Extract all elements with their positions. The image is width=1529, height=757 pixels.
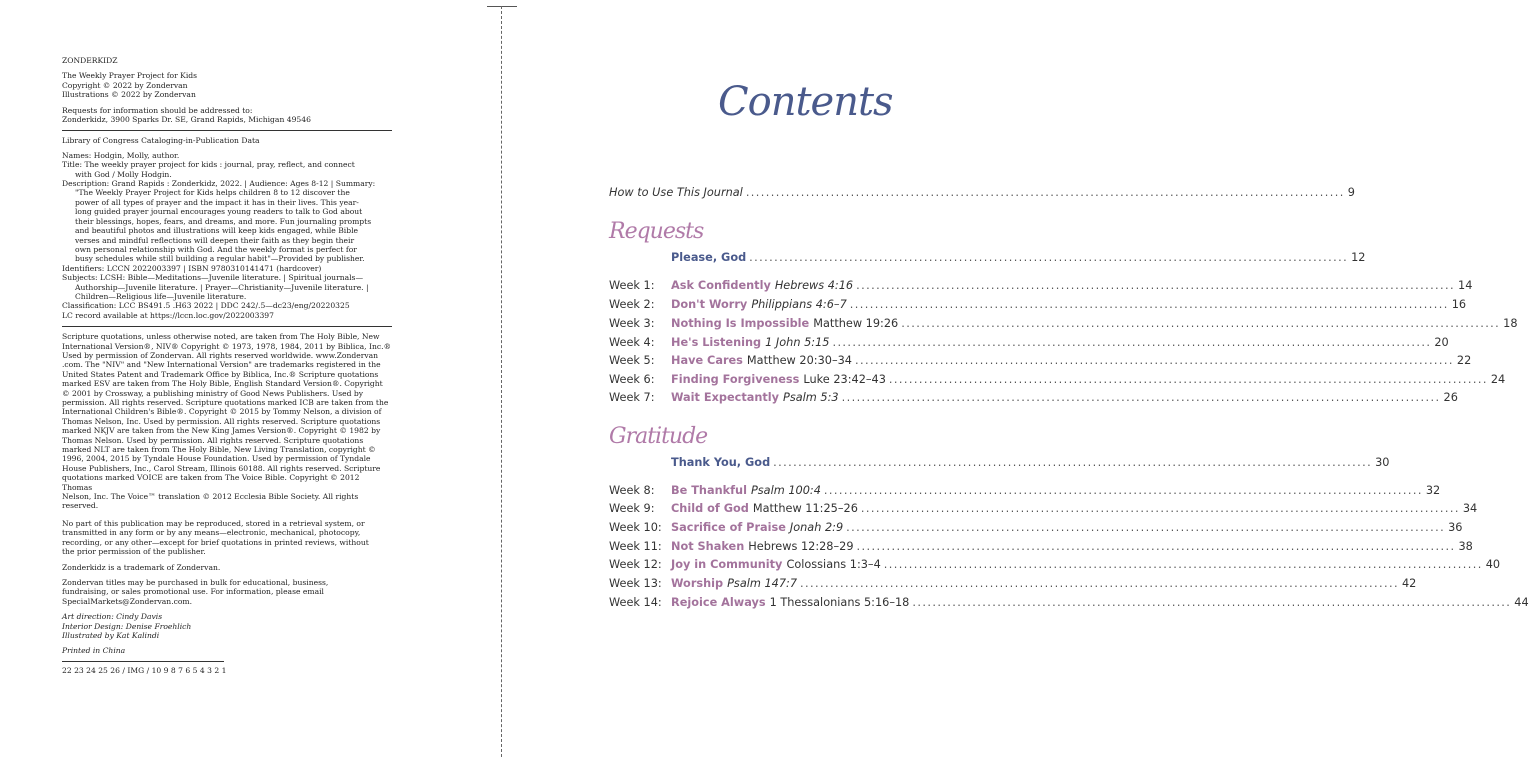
toc-prayer-title: Don't Worry (671, 298, 748, 311)
toc-page-number: 32 (1425, 484, 1441, 497)
dot-leader: ........................................................................................................................ (888, 373, 1488, 386)
cip-heading: Library of Congress Cataloging-in-Publication Data (62, 136, 260, 146)
toc-page-number: 20 (1434, 336, 1449, 349)
toc-page-number: 14 (1458, 279, 1473, 292)
scripture-line: 1996, 2004, 2015 by Tyndale House Foundation. Used by permission of Tyndale (62, 454, 371, 464)
scripture-line: Thomas Nelson, Inc. Used by permission. All rights reserved. Scripture quotations (62, 416, 381, 426)
requests-line: Requests for information should be addressed to: (62, 105, 253, 115)
publisher-name: ZONDERKIDZ (62, 56, 118, 65)
scripture-line: quotations marked VOICE are taken from The Voice Bible. Copyright © 2012 Thomas (62, 473, 360, 492)
toc-prayer-title: Worship (671, 577, 724, 590)
cip-description: Description: Grand Rapids : Zonderkidz, 2022. | Audience: Ages 8-12 | Summary: (62, 179, 376, 189)
printing-line: 22 23 24 25 26 / IMG / 10 9 8 7 6 5 4 3 2 1 (62, 665, 227, 675)
toc-scripture-ref: 1 John 5:15 (765, 336, 830, 349)
toc-scripture-ref: Luke 23:42–43 (803, 373, 886, 386)
scripture-line: marked NLT are taken from The Holy Bible, New Living Translation, copyright © (62, 445, 376, 455)
scripture-line: marked NKJV are taken from the New King James Version®. Copyright © 1982 by (62, 426, 381, 436)
scripture-line: Thomas Nelson. Used by permission. All rights reserved. Scripture quotations (62, 435, 364, 445)
cip-description: own personal relationship with God. And the weekly format is perfect for (75, 244, 357, 254)
toc-page-number: 9 (1347, 186, 1355, 199)
scripture-line: Scripture quotations, unless otherwise noted, are taken from The Holy Bible, New (62, 332, 380, 342)
bulk-sales-line: SpecialMarkets@Zondervan.com. (62, 596, 193, 606)
spine-tick (487, 6, 517, 7)
dot-leader: ........................................................................................................................ (800, 577, 1399, 590)
toc-scripture-ref: Matthew 19:26 (813, 317, 899, 330)
cip-description: verses and mindful reflections will deepen their faith as they begin their (75, 235, 355, 245)
toc-page-number: 30 (1375, 456, 1390, 469)
dot-leader: ........................................................................................................................ (912, 596, 1512, 609)
no-reproduction-line: the prior permission of the publisher. (62, 547, 206, 557)
copyright-block (62, 71, 392, 99)
toc-page-number: 22 (1456, 354, 1472, 367)
cip-block (62, 136, 392, 320)
dot-leader: ........................................................................................................................ (856, 540, 1456, 553)
toc-page-number: 34 (1462, 502, 1478, 515)
dot-leader: ........................................................................................................................ (823, 484, 1423, 497)
credit-line: Interior Design: Denise Froehlich (62, 621, 192, 631)
toc-week-label: Week 7: (609, 391, 655, 404)
toc-prayer-title: Wait Expectantly (671, 391, 780, 404)
copyright-page (62, 56, 392, 681)
dot-leader: ........................................................................................................................ (773, 456, 1373, 469)
cip-classification: Classification: LCC BS491.5 .H63 2022 | DDC 242/.5—dc23/eng/20220325 (62, 301, 350, 311)
toc-week-label: Week 14: (609, 596, 662, 609)
toc-scripture-ref: Psalm 5:3 (783, 391, 839, 404)
toc-prayer-title: Child of God (671, 502, 749, 515)
toc-row-week (609, 317, 1518, 333)
toc-scripture-ref: Jonah 2:9 (789, 521, 844, 534)
scripture-line: International Children's Bible®. Copyright © 2015 by Tommy Nelson, a division of (62, 407, 382, 417)
copyright-line: The Weekly Prayer Project for Kids (62, 71, 198, 81)
dot-leader: ........................................................................................................................ (849, 298, 1449, 311)
toc-prayer-title: Finding Forgiveness (671, 373, 800, 386)
toc-scripture-ref: Psalm 100:4 (750, 484, 821, 497)
toc-scripture-ref: Matthew 11:25–26 (752, 502, 858, 515)
toc-week-label: Week 2: (609, 298, 655, 311)
bulk-sales-line: fundraising, or sales promotional use. For information, please email (62, 587, 324, 597)
toc-prayer-title: Nothing Is Impossible (671, 317, 810, 330)
dot-leader: ........................................................................................................................ (846, 521, 1446, 534)
cip-description: "The Weekly Prayer Project for Kids helps children 8 to 12 discover the (75, 188, 350, 198)
no-reproduction-line: No part of this publication may be reproduced, stored in a retrieval system, or (62, 518, 365, 528)
toc-row-week (609, 354, 1472, 370)
cip-description: and beautiful photos and illustrations will keep kids engaged, while Bible (75, 226, 359, 236)
toc-week-label: Week 11: (609, 540, 662, 553)
dot-leader: ........................................................................................................................ (749, 251, 1349, 264)
dot-leader: ........................................................................................................................ (901, 317, 1501, 330)
toc-row-section-lead (609, 251, 1366, 267)
toc-week-label: Week 3: (609, 317, 655, 330)
toc-week-label: Week 4: (609, 336, 655, 349)
divider (62, 661, 224, 662)
toc-row-week (609, 540, 1473, 556)
toc-page-number: 44 (1514, 596, 1529, 609)
toc-row-week (609, 558, 1501, 574)
dot-leader: ........................................................................................................................ (883, 558, 1483, 571)
toc-prayer-title: He's Listening (671, 336, 762, 349)
toc-prayer-title: Have Cares (671, 354, 743, 367)
toc-week-label: Week 1: (609, 279, 655, 292)
credit-line: Art direction: Cindy Davis (62, 612, 163, 622)
toc-page-number: 40 (1485, 558, 1501, 571)
cip-names: Names: Hodgin, Molly, author. (62, 150, 180, 160)
scripture-line: marked ESV are taken from The Holy Bible, English Standard Version®. Copyright (62, 379, 383, 389)
toc-row-week (609, 521, 1463, 537)
toc-week-label: Week 12: (609, 558, 662, 571)
toc-row-intro (609, 186, 1355, 202)
toc-row-week (609, 391, 1458, 407)
toc-page-number: 26 (1443, 391, 1458, 404)
cip-subjects: Subjects: LCSH: Bible—Meditations—Juvenile literature. | Spiritual journals— (62, 273, 364, 283)
toc-section-lead: Thank You, God (671, 456, 771, 469)
toc-page-number: 24 (1490, 373, 1506, 386)
scripture-line: United States Patent and Trademark Office by Biblica, Inc.® Scripture quotations (62, 369, 379, 379)
copyright-line: Copyright © 2022 by Zondervan (62, 80, 188, 90)
toc-week-label: Week 13: (609, 577, 662, 590)
bulk-sales-line: Zondervan titles may be purchased in bulk for educational, business, (62, 577, 329, 587)
credits-block (62, 612, 392, 640)
toc-page-number: 16 (1451, 298, 1467, 311)
divider (62, 130, 392, 131)
cip-description: busy schedules while still building a regular habit"—Provided by publisher. (75, 254, 365, 264)
toc-week-label: Week 8: (609, 484, 655, 497)
section-heading-gratitude: Gratitude (609, 424, 708, 449)
cip-description: their blessings, hopes, fears, and dreams, and more. Fun journaling prompts (75, 216, 372, 226)
toc-page-number: 42 (1401, 577, 1417, 590)
toc-prayer-title: Be Thankful (671, 484, 747, 497)
toc-scripture-ref: Psalm 147:7 (727, 577, 798, 590)
toc-intro-label: How to Use This Journal (609, 186, 743, 199)
toc-page-number: 38 (1458, 540, 1473, 553)
toc-prayer-title: Joy in Community (671, 558, 783, 571)
toc-row-week (609, 279, 1473, 295)
toc-prayer-title: Not Shaken (671, 540, 745, 553)
divider (62, 326, 392, 327)
section-heading-requests: Requests (609, 219, 704, 244)
toc-page-number: 18 (1503, 317, 1518, 330)
toc-prayer-title: Ask Confidently (671, 279, 771, 292)
toc-scripture-ref: Hebrews 4:16 (774, 279, 854, 292)
dot-leader: ........................................................................................................................ (841, 391, 1441, 404)
toc-scripture-ref: Hebrews 12:28–29 (748, 540, 854, 553)
toc-page-number: 36 (1448, 521, 1463, 534)
requests-block (62, 106, 392, 125)
scripture-line: © 2001 by Crossway, a publishing ministry of Good News Publishers. Used by (62, 388, 364, 398)
toc-scripture-ref: 1 Thessalonians 5:16–18 (769, 596, 910, 609)
scripture-line: Nelson, Inc. The Voice™ translation © 2012 Ecclesia Bible Society. All rights reserved. (62, 492, 359, 511)
toc-week-label: Week 6: (609, 373, 655, 386)
credit-line: Illustrated by Kat Kalindi (62, 630, 160, 640)
dot-leader: ........................................................................................................................ (856, 279, 1456, 292)
dot-leader: ........................................................................................................................ (832, 336, 1432, 349)
toc-row-week (609, 596, 1529, 612)
dot-leader: ........................................................................................................................ (745, 186, 1345, 199)
scripture-line: permission. All rights reserved. Scripture quotations marked ICB are taken from the (62, 398, 389, 407)
toc-scripture-ref: Colossians 1:3–4 (786, 558, 881, 571)
toc-row-week (609, 502, 1478, 518)
toc-week-label: Week 5: (609, 354, 655, 367)
cip-subjects: Children—Religious life—Juvenile literature. (75, 291, 247, 301)
cip-subjects: Authorship—Juvenile literature. | Prayer—Christianity—Juvenile literature. | (75, 282, 369, 292)
scripture-block (62, 332, 392, 511)
toc-row-week (609, 577, 1417, 593)
toc-page-number: 12 (1351, 251, 1366, 264)
toc-row-section-lead (609, 456, 1390, 472)
no-reproduction-line: recording, or any other—except for brief quotations in printed reviews, without (62, 537, 369, 547)
cip-title: Title: The weekly prayer project for kids : journal, pray, reflect, and connect (62, 160, 355, 170)
spine-fold-line (501, 6, 502, 757)
scripture-line: .com. The "NIV" and "New International Version" are trademarks registered in the (62, 360, 381, 370)
toc-scripture-ref: Philippians 4:6–7 (751, 298, 847, 311)
toc-prayer-title: Sacrifice of Praise (671, 521, 786, 534)
no-reproduction-block (62, 519, 392, 557)
scripture-line: International Version®, NIV® Copyright © 1973, 1978, 1984, 2011 by Biblica, Inc.® (62, 341, 392, 351)
toc-row-week (609, 484, 1441, 500)
requests-line: Zonderkidz, 3900 Sparks Dr. SE, Grand Rapids, Michigan 49546 (62, 115, 311, 125)
copyright-line: Illustrations © 2022 by Zondervan (62, 90, 196, 100)
toc-section-lead: Please, God (671, 251, 747, 264)
dot-leader: ........................................................................................................................ (860, 502, 1460, 515)
cip-lc-record: LC record available at https://lccn.loc.gov/2022003397 (62, 310, 274, 320)
cip-identifiers: Identifiers: LCCN 2022003397 | ISBN 9780310141471 (hardcover) (62, 263, 322, 273)
toc-week-label: Week 10: (609, 521, 662, 534)
cip-description: long guided prayer journal encourages young readers to talk to God about (75, 207, 363, 217)
printed-in: Printed in China (62, 646, 126, 656)
toc-scripture-ref: Matthew 20:30–34 (746, 354, 852, 367)
dot-leader: ........................................................................................................................ (854, 354, 1454, 367)
trademark-note: Zonderkidz is a trademark of Zondervan. (62, 562, 221, 572)
toc-row-week (609, 298, 1467, 314)
cip-description: power of all types of prayer and the impact it has in their lives. This year- (75, 197, 359, 207)
toc-row-week (609, 336, 1449, 352)
no-reproduction-line: transmitted in any form or by any means—electronic, mechanical, photocopy, (62, 528, 361, 538)
toc-row-week (609, 373, 1506, 389)
scripture-line: House Publishers, Inc., Carol Stream, Illinois 60188. All rights reserved. Scripture (62, 463, 381, 473)
toc-prayer-title: Rejoice Always (671, 596, 766, 609)
cip-title: with God / Molly Hodgin. (75, 169, 172, 179)
toc-week-label: Week 9: (609, 502, 655, 515)
contents-title: Contents (718, 79, 893, 125)
bulk-sales-block (62, 578, 392, 606)
scripture-line: Used by permission of Zondervan. All rights reserved worldwide. www.Zondervan (62, 350, 379, 360)
